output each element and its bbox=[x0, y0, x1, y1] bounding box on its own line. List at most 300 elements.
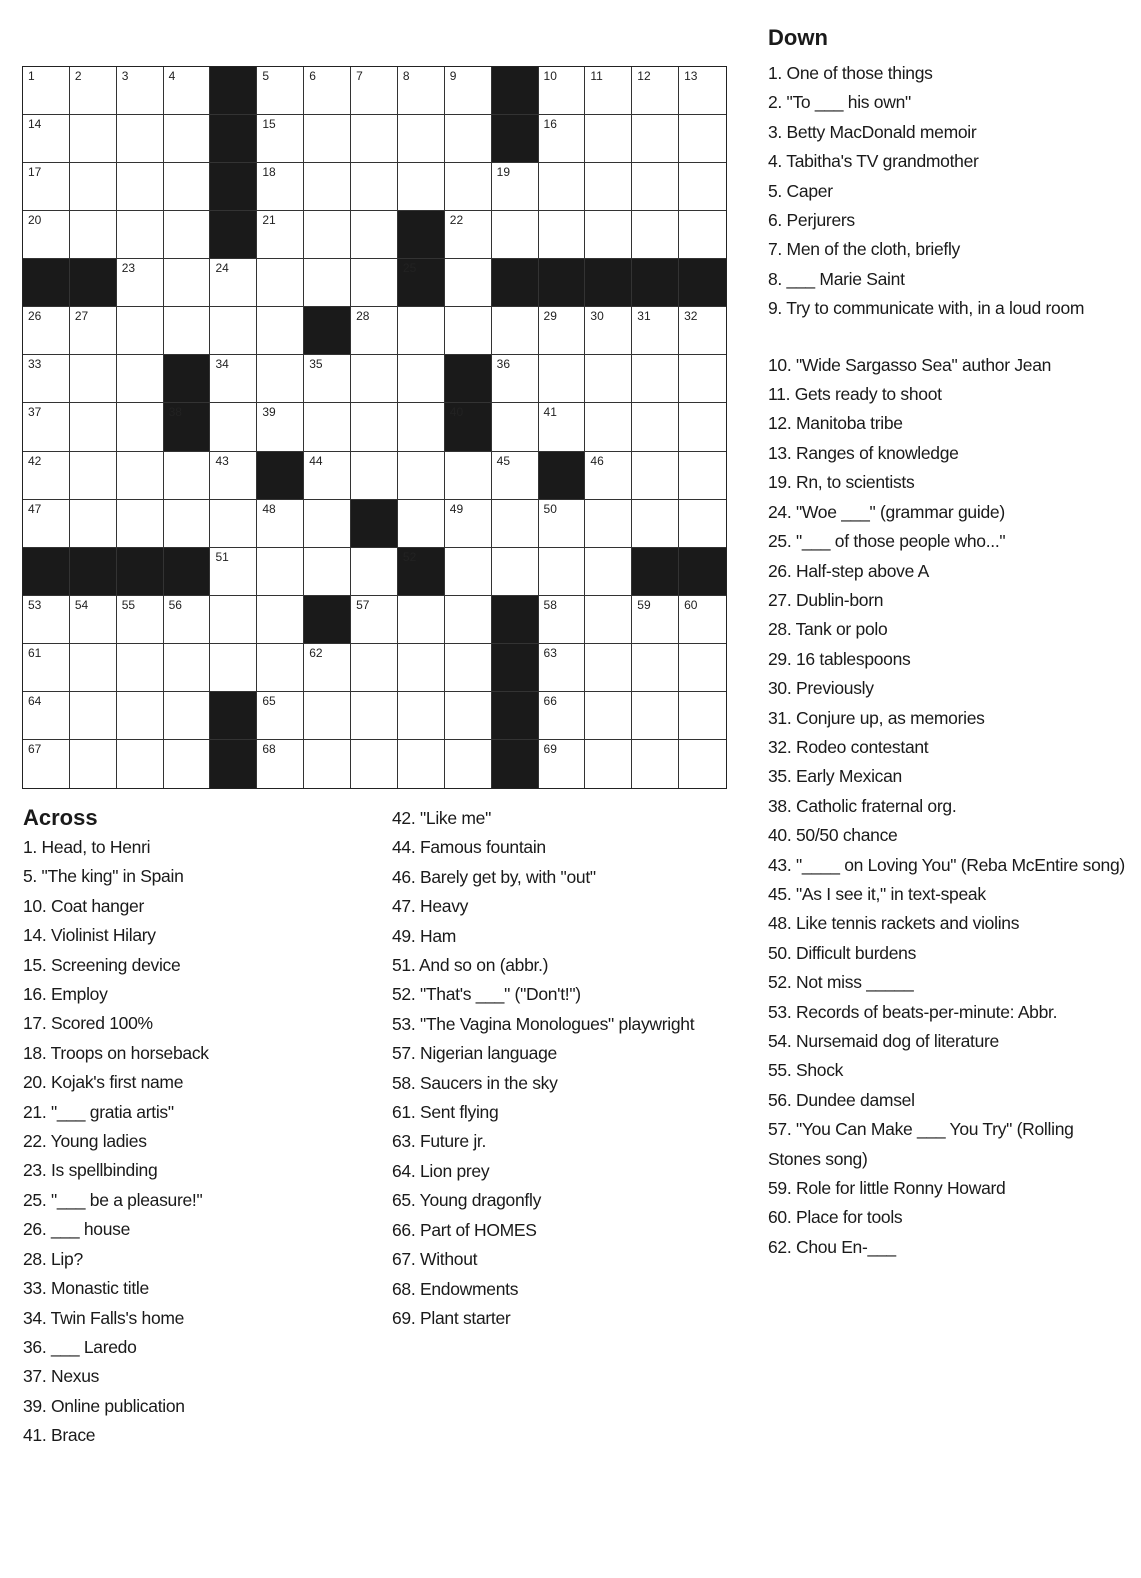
clue-item: 24. "Woe ___" (grammar guide) bbox=[768, 501, 1005, 522]
grid-cell[interactable] bbox=[398, 115, 445, 163]
grid-cell[interactable] bbox=[164, 500, 211, 548]
cell-number: 5 bbox=[262, 69, 270, 83]
black-square bbox=[492, 115, 539, 163]
grid-cell[interactable] bbox=[585, 163, 632, 211]
grid-cell[interactable] bbox=[210, 307, 257, 355]
grid-cell[interactable] bbox=[117, 644, 164, 692]
grid-cell[interactable] bbox=[117, 211, 164, 259]
clue-item: 69. Plant starter bbox=[392, 1307, 511, 1328]
grid-cell[interactable] bbox=[257, 259, 304, 307]
cell-number: 11 bbox=[590, 69, 603, 83]
clue-item: 17. Scored 100% bbox=[23, 1013, 153, 1034]
clue-item: 67. Without bbox=[392, 1249, 478, 1270]
grid-cell[interactable] bbox=[257, 548, 304, 596]
black-square bbox=[210, 692, 257, 740]
grid-cell[interactable] bbox=[117, 115, 164, 163]
grid-cell[interactable] bbox=[351, 548, 398, 596]
clue-item: 25. "___ of those people who..." bbox=[768, 531, 1006, 552]
grid-cell[interactable] bbox=[70, 355, 117, 403]
grid-cell[interactable] bbox=[398, 692, 445, 740]
grid-cell[interactable] bbox=[23, 500, 70, 548]
grid-cell[interactable] bbox=[304, 692, 351, 740]
grid-cell[interactable] bbox=[210, 596, 257, 644]
grid-cell[interactable] bbox=[632, 67, 679, 115]
grid-cell[interactable] bbox=[117, 403, 164, 451]
grid-cell[interactable] bbox=[164, 259, 211, 307]
grid-cell[interactable] bbox=[304, 163, 351, 211]
cell-number: 68 bbox=[262, 741, 276, 756]
clue-item: 29. 16 tablespoons bbox=[768, 648, 911, 669]
black-square bbox=[632, 548, 679, 596]
grid-cell[interactable] bbox=[585, 452, 632, 500]
grid-cell[interactable] bbox=[679, 355, 726, 403]
black-square bbox=[585, 259, 632, 307]
grid-cell[interactable] bbox=[117, 740, 164, 788]
grid-cell[interactable] bbox=[679, 307, 726, 355]
cell-number: 8 bbox=[402, 69, 410, 83]
grid-cell[interactable] bbox=[351, 259, 398, 307]
grid-cell[interactable] bbox=[23, 307, 70, 355]
black-square bbox=[164, 355, 211, 403]
cell-number: 52 bbox=[402, 549, 417, 564]
clue-item: 1. One of those things bbox=[768, 63, 933, 83]
black-square bbox=[492, 644, 539, 692]
black-square bbox=[164, 548, 211, 596]
grid-cell[interactable] bbox=[539, 644, 586, 692]
grid-cell[interactable] bbox=[351, 452, 398, 500]
grid-cell[interactable] bbox=[585, 403, 632, 451]
clue-item: 42. "Like me" bbox=[392, 808, 491, 828]
cell-number: 53 bbox=[28, 597, 42, 612]
grid-cell[interactable] bbox=[70, 211, 117, 259]
grid-cell[interactable] bbox=[210, 355, 257, 403]
grid-cell[interactable] bbox=[70, 692, 117, 740]
grid-cell[interactable] bbox=[632, 115, 679, 163]
grid-cell[interactable] bbox=[164, 307, 211, 355]
grid-cell[interactable] bbox=[70, 596, 117, 644]
clue-item: 52. Not miss _____ bbox=[768, 972, 914, 993]
grid-cell[interactable] bbox=[304, 211, 351, 259]
clue-item: 1. Head, to Henri bbox=[23, 837, 151, 857]
grid-cell[interactable] bbox=[23, 644, 70, 692]
cell-number: 15 bbox=[262, 117, 276, 132]
cell-number: 30 bbox=[590, 309, 604, 324]
grid-cell[interactable] bbox=[679, 644, 726, 692]
clue-item: 53. "The Vagina Monologues" playwright bbox=[392, 1013, 695, 1034]
grid-cell[interactable] bbox=[585, 692, 632, 740]
black-square bbox=[398, 548, 445, 596]
clue-item: 11. Gets ready to shoot bbox=[768, 384, 942, 405]
grid-cell[interactable] bbox=[117, 355, 164, 403]
grid-cell[interactable] bbox=[679, 211, 726, 259]
cell-number: 46 bbox=[590, 453, 604, 468]
cell-number: 37 bbox=[28, 405, 42, 420]
cell-number: 10 bbox=[543, 69, 557, 83]
grid-cell[interactable] bbox=[585, 355, 632, 403]
clue-item: 30. Previously bbox=[768, 678, 874, 699]
clue-item: 52. "That's ___" ("Don't!") bbox=[392, 984, 581, 1005]
cell-number: 19 bbox=[496, 165, 511, 180]
grid-cell[interactable] bbox=[117, 67, 164, 115]
clue-item: 43. "____ on Loving You" (Reba McEntire song) bbox=[768, 854, 1125, 875]
grid-cell[interactable] bbox=[585, 67, 632, 115]
grid-cell[interactable] bbox=[632, 692, 679, 740]
grid-cell[interactable] bbox=[351, 403, 398, 451]
black-square bbox=[492, 692, 539, 740]
grid-cell[interactable] bbox=[679, 452, 726, 500]
black-square bbox=[23, 259, 70, 307]
grid-cell[interactable] bbox=[398, 500, 445, 548]
grid-cell[interactable] bbox=[632, 740, 679, 788]
clue-item: 14. Violinist Hilary bbox=[23, 925, 156, 946]
grid-cell[interactable] bbox=[304, 115, 351, 163]
grid-cell[interactable] bbox=[679, 740, 726, 788]
grid-cell[interactable] bbox=[679, 403, 726, 451]
grid-cell[interactable] bbox=[585, 115, 632, 163]
clue-item: 12. Manitoba tribe bbox=[768, 413, 903, 434]
black-square bbox=[679, 548, 726, 596]
grid-cell[interactable] bbox=[351, 644, 398, 692]
grid-cell[interactable] bbox=[257, 67, 304, 115]
grid-cell[interactable] bbox=[70, 740, 117, 788]
cell-number: 27 bbox=[74, 309, 89, 324]
clue-item: 57. "You Can Make ___ You Try" (Rolling Stones song) bbox=[768, 1119, 1074, 1169]
grid-cell[interactable] bbox=[210, 452, 257, 500]
clue-item: 68. Endowments bbox=[392, 1278, 519, 1299]
grid-cell[interactable] bbox=[539, 548, 586, 596]
grid-cell[interactable] bbox=[445, 307, 492, 355]
clue-item: 5. "The king" in Spain bbox=[23, 866, 184, 887]
grid-cell[interactable] bbox=[304, 67, 351, 115]
clue-item: 40. 50/50 chance bbox=[768, 825, 898, 846]
cell-number: 7 bbox=[356, 69, 363, 83]
grid-cell[interactable] bbox=[210, 403, 257, 451]
grid-cell[interactable] bbox=[679, 163, 726, 211]
grid-cell[interactable] bbox=[304, 355, 351, 403]
down-heading: Down bbox=[768, 25, 828, 50]
grid-cell[interactable] bbox=[210, 548, 257, 596]
grid-cell[interactable] bbox=[351, 115, 398, 163]
black-square bbox=[164, 403, 211, 451]
black-square bbox=[492, 67, 539, 115]
grid-cell[interactable] bbox=[117, 307, 164, 355]
clue-item: 65. Young dragonfly bbox=[392, 1190, 542, 1211]
grid-cell[interactable] bbox=[164, 740, 211, 788]
grid-cell[interactable] bbox=[23, 740, 70, 788]
grid-cell[interactable] bbox=[351, 355, 398, 403]
clue-item: 49. Ham bbox=[392, 925, 457, 946]
black-square bbox=[210, 163, 257, 211]
grid-cell[interactable] bbox=[23, 692, 70, 740]
clue-item: 57. Nigerian language bbox=[392, 1043, 557, 1064]
grid-cell[interactable] bbox=[492, 163, 539, 211]
grid-cell[interactable] bbox=[257, 596, 304, 644]
grid-cell[interactable] bbox=[398, 403, 445, 451]
black-square bbox=[23, 548, 70, 596]
grid-cell[interactable] bbox=[304, 548, 351, 596]
grid-cell[interactable] bbox=[351, 692, 398, 740]
cell-number: 20 bbox=[28, 213, 42, 228]
grid-cell[interactable] bbox=[445, 211, 492, 259]
grid-cell[interactable] bbox=[117, 259, 164, 307]
grid-cell[interactable] bbox=[257, 355, 304, 403]
grid-cell[interactable] bbox=[164, 163, 211, 211]
grid-cell[interactable] bbox=[492, 211, 539, 259]
grid-cell[interactable] bbox=[539, 403, 586, 451]
black-square bbox=[492, 596, 539, 644]
grid-cell[interactable] bbox=[445, 596, 492, 644]
across-heading: Across bbox=[23, 805, 98, 830]
grid-cell[interactable] bbox=[539, 500, 586, 548]
grid-cell[interactable] bbox=[23, 163, 70, 211]
cell-number: 17 bbox=[28, 165, 42, 180]
grid-cell[interactable] bbox=[539, 355, 586, 403]
grid-cell[interactable] bbox=[398, 596, 445, 644]
grid-cell[interactable] bbox=[164, 115, 211, 163]
grid-cell[interactable] bbox=[585, 500, 632, 548]
grid-cell[interactable] bbox=[539, 211, 586, 259]
clue-item: 19. Rn, to scientists bbox=[768, 472, 915, 493]
clue-item: 8. ___ Marie Saint bbox=[768, 268, 905, 289]
black-square bbox=[70, 548, 117, 596]
grid-cell[interactable] bbox=[445, 644, 492, 692]
grid-cell[interactable] bbox=[679, 500, 726, 548]
clue-item: 32. Rodeo contestant bbox=[768, 736, 929, 757]
cell-number: 40 bbox=[449, 405, 464, 420]
grid-cell[interactable] bbox=[585, 548, 632, 596]
grid-cell[interactable] bbox=[585, 307, 632, 355]
grid-cell[interactable] bbox=[351, 307, 398, 355]
clue-item: 2. "To ___ his own" bbox=[768, 92, 911, 113]
grid-cell[interactable] bbox=[70, 307, 117, 355]
clue-item: 28. Lip? bbox=[23, 1248, 83, 1269]
clue-item: 54. Nursemaid dog of literature bbox=[768, 1031, 999, 1051]
cell-number: 25 bbox=[402, 261, 417, 276]
cell-number: 6 bbox=[309, 69, 316, 83]
clue-item: 44. Famous fountain bbox=[392, 837, 546, 858]
grid-cell[interactable] bbox=[445, 67, 492, 115]
clue-item: 31. Conjure up, as memories bbox=[768, 707, 985, 728]
grid-cell[interactable] bbox=[23, 67, 70, 115]
cell-number: 28 bbox=[356, 309, 370, 324]
grid-cell[interactable] bbox=[632, 403, 679, 451]
grid-cell[interactable] bbox=[257, 211, 304, 259]
grid-cell[interactable] bbox=[304, 452, 351, 500]
grid-cell[interactable] bbox=[117, 163, 164, 211]
cell-number: 38 bbox=[168, 405, 182, 420]
grid-cell[interactable] bbox=[23, 355, 70, 403]
black-square bbox=[70, 259, 117, 307]
grid-cell[interactable] bbox=[539, 692, 586, 740]
grid-cell[interactable] bbox=[257, 307, 304, 355]
clue-item: 63. Future jr. bbox=[392, 1131, 487, 1152]
grid-cell[interactable] bbox=[445, 548, 492, 596]
grid-cell[interactable] bbox=[539, 115, 586, 163]
cell-number: 50 bbox=[543, 501, 557, 516]
grid-cell[interactable] bbox=[164, 452, 211, 500]
grid-cell[interactable] bbox=[445, 115, 492, 163]
cell-number: 22 bbox=[449, 213, 464, 228]
grid-cell[interactable] bbox=[632, 644, 679, 692]
grid-cell[interactable] bbox=[539, 67, 586, 115]
grid-cell[interactable] bbox=[445, 452, 492, 500]
grid-cell[interactable] bbox=[492, 307, 539, 355]
grid-cell[interactable] bbox=[492, 452, 539, 500]
grid-cell[interactable] bbox=[398, 740, 445, 788]
grid-cell[interactable] bbox=[117, 596, 164, 644]
grid-cell[interactable] bbox=[257, 740, 304, 788]
grid-cell[interactable] bbox=[398, 163, 445, 211]
clue-item: 5. Caper bbox=[768, 180, 833, 201]
cell-number: 55 bbox=[121, 597, 136, 612]
cell-number: 65 bbox=[262, 693, 276, 708]
grid-cell[interactable] bbox=[304, 403, 351, 451]
grid-cell[interactable] bbox=[632, 307, 679, 355]
black-square bbox=[351, 500, 398, 548]
grid-cell[interactable] bbox=[539, 596, 586, 644]
cell-number: 3 bbox=[121, 69, 129, 83]
grid-cell[interactable] bbox=[23, 596, 70, 644]
cell-number: 59 bbox=[637, 597, 651, 612]
grid-cell[interactable] bbox=[679, 67, 726, 115]
grid-cell[interactable] bbox=[304, 500, 351, 548]
grid-cell[interactable] bbox=[304, 644, 351, 692]
grid-cell[interactable] bbox=[492, 355, 539, 403]
grid-cell[interactable] bbox=[257, 163, 304, 211]
grid-cell[interactable] bbox=[351, 596, 398, 644]
cell-number: 32 bbox=[684, 309, 698, 324]
grid-cell[interactable] bbox=[117, 692, 164, 740]
black-square bbox=[257, 452, 304, 500]
grid-cell[interactable] bbox=[23, 211, 70, 259]
grid-cell[interactable] bbox=[117, 452, 164, 500]
grid-cell[interactable] bbox=[539, 740, 586, 788]
grid-cell[interactable] bbox=[585, 644, 632, 692]
grid-cell[interactable] bbox=[70, 452, 117, 500]
grid-cell[interactable] bbox=[210, 644, 257, 692]
grid-cell[interactable] bbox=[23, 115, 70, 163]
grid-cell[interactable] bbox=[257, 500, 304, 548]
grid-cell[interactable] bbox=[492, 548, 539, 596]
grid-cell[interactable] bbox=[632, 452, 679, 500]
clue-item: 64. Lion prey bbox=[392, 1160, 490, 1181]
grid-cell[interactable] bbox=[23, 403, 70, 451]
cell-number: 24 bbox=[215, 261, 229, 276]
grid-cell[interactable] bbox=[398, 452, 445, 500]
cell-number: 43 bbox=[215, 453, 229, 468]
grid-cell[interactable] bbox=[398, 307, 445, 355]
grid-cell[interactable] bbox=[585, 596, 632, 644]
cell-number: 60 bbox=[684, 597, 698, 612]
clue-item: 66. Part of HOMES bbox=[392, 1219, 537, 1240]
grid-cell[interactable] bbox=[257, 403, 304, 451]
cell-number: 51 bbox=[215, 549, 229, 564]
grid-cell[interactable] bbox=[70, 67, 117, 115]
grid-cell[interactable] bbox=[70, 403, 117, 451]
grid-cell[interactable] bbox=[164, 596, 211, 644]
grid-cell[interactable] bbox=[117, 500, 164, 548]
grid-cell[interactable] bbox=[492, 403, 539, 451]
cell-number: 21 bbox=[262, 213, 276, 228]
cell-number: 29 bbox=[543, 309, 557, 324]
clue-item: 15. Screening device bbox=[23, 954, 181, 975]
grid-cell[interactable] bbox=[585, 740, 632, 788]
grid-cell[interactable] bbox=[398, 644, 445, 692]
grid-cell[interactable] bbox=[164, 692, 211, 740]
grid-cell[interactable] bbox=[492, 500, 539, 548]
grid-cell[interactable] bbox=[257, 644, 304, 692]
grid-cell[interactable] bbox=[632, 163, 679, 211]
grid-cell[interactable] bbox=[632, 596, 679, 644]
grid-cell[interactable] bbox=[445, 692, 492, 740]
clue-item: 53. Records of beats-per-minute: Abbr. bbox=[768, 1001, 1058, 1022]
grid-cell[interactable] bbox=[70, 163, 117, 211]
clue-item: 47. Heavy bbox=[392, 896, 469, 917]
grid-cell[interactable] bbox=[445, 259, 492, 307]
grid-cell[interactable] bbox=[351, 211, 398, 259]
grid-cell[interactable] bbox=[445, 740, 492, 788]
cell-number: 35 bbox=[309, 357, 323, 372]
grid-cell[interactable] bbox=[539, 307, 586, 355]
grid-cell[interactable] bbox=[632, 500, 679, 548]
clue-item: 51. And so on (abbr.) bbox=[392, 955, 549, 976]
grid-cell[interactable] bbox=[70, 644, 117, 692]
grid-cell[interactable] bbox=[585, 211, 632, 259]
clue-item: 48. Like tennis rackets and violins bbox=[768, 913, 1020, 934]
cell-number: 45 bbox=[496, 453, 511, 468]
grid-cell[interactable] bbox=[679, 596, 726, 644]
grid-cell[interactable] bbox=[351, 163, 398, 211]
grid-cell[interactable] bbox=[164, 211, 211, 259]
clue-item: 50. Difficult burdens bbox=[768, 942, 917, 963]
grid-cell[interactable] bbox=[70, 115, 117, 163]
grid-cell[interactable] bbox=[351, 740, 398, 788]
grid-cell[interactable] bbox=[70, 500, 117, 548]
grid-cell[interactable] bbox=[257, 115, 304, 163]
grid-cell[interactable] bbox=[632, 211, 679, 259]
grid-cell[interactable] bbox=[445, 500, 492, 548]
grid-cell[interactable] bbox=[164, 67, 211, 115]
grid-cell[interactable] bbox=[679, 692, 726, 740]
grid-cell[interactable] bbox=[632, 355, 679, 403]
grid-cell[interactable] bbox=[257, 692, 304, 740]
clue-item: 6. Perjurers bbox=[768, 210, 855, 231]
cell-number: 23 bbox=[121, 261, 136, 276]
cell-number: 57 bbox=[356, 597, 370, 612]
cell-number: 66 bbox=[543, 693, 557, 708]
grid-cell[interactable] bbox=[210, 500, 257, 548]
grid-cell[interactable] bbox=[164, 644, 211, 692]
cell-number: 16 bbox=[543, 117, 557, 132]
cell-number: 2 bbox=[74, 69, 82, 83]
grid-cell[interactable] bbox=[398, 355, 445, 403]
grid-cell[interactable] bbox=[23, 452, 70, 500]
grid-cell[interactable] bbox=[304, 740, 351, 788]
grid-cell[interactable] bbox=[351, 67, 398, 115]
grid-cell[interactable] bbox=[679, 115, 726, 163]
grid-cell[interactable] bbox=[398, 67, 445, 115]
clue-item: 60. Place for tools bbox=[768, 1207, 903, 1228]
clue-item: 13. Ranges of knowledge bbox=[768, 442, 959, 463]
cell-number: 61 bbox=[28, 645, 42, 660]
black-square bbox=[492, 740, 539, 788]
grid-cell[interactable] bbox=[445, 163, 492, 211]
cell-number: 64 bbox=[28, 693, 42, 708]
cell-number: 67 bbox=[28, 741, 42, 756]
grid-cell[interactable] bbox=[210, 259, 257, 307]
grid-cell[interactable] bbox=[304, 259, 351, 307]
grid-cell[interactable] bbox=[539, 163, 586, 211]
